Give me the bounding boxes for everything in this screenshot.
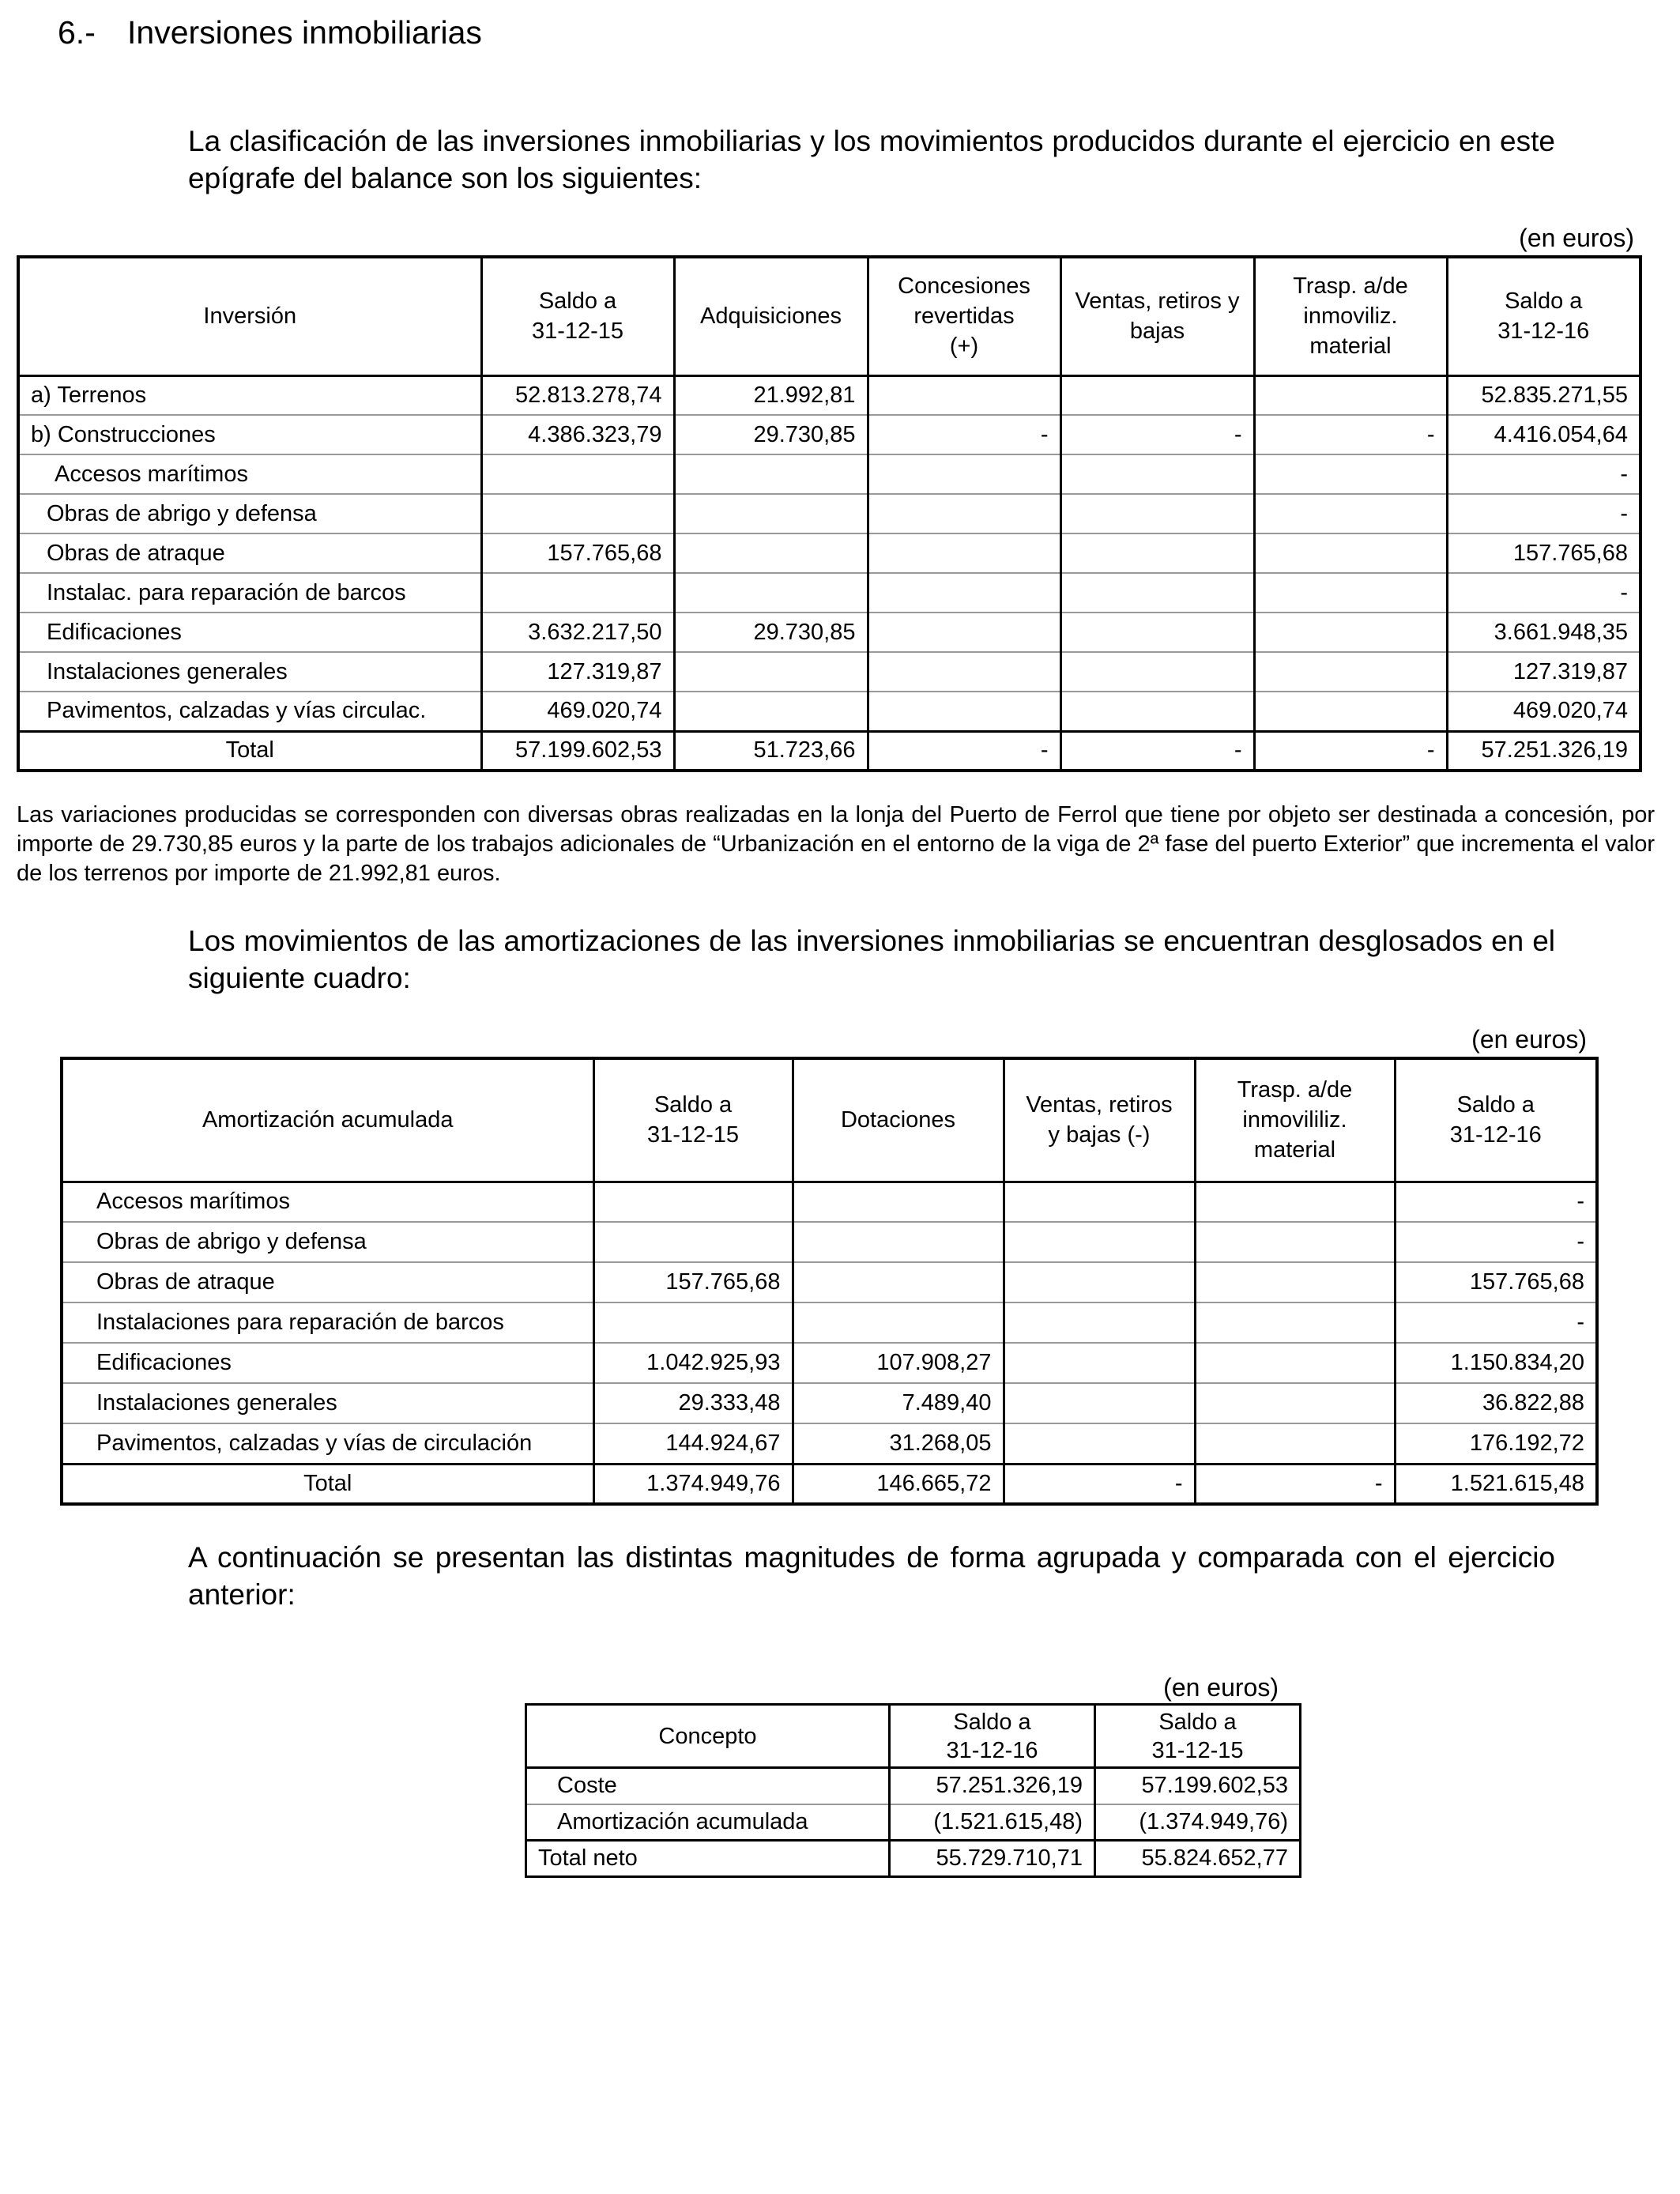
cell-value	[1004, 1222, 1195, 1262]
note-paragraph: Las variaciones producidas se corresponden con diversas obras realizadas en la lonja del Puerto de Ferrol que tiene por objeto ser destinada a concesión, por importe de 29.730,85 euros y la parte de los trabajos adicionales de “Urbanización en el entorno de la viga de 2ª fase del puerto Exterior” que incrementa el valor de los terrenos por importe de 21.992,81 euros.	[17, 802, 1655, 886]
cell-value: 4.386.323,79	[481, 415, 674, 454]
row-label: Obras de abrigo y defensa	[18, 494, 481, 533]
table-row	[18, 415, 1640, 454]
amortization-table	[60, 1057, 1599, 1506]
cell-value: -	[1447, 573, 1640, 613]
cell-value: 469.020,74	[481, 692, 674, 731]
table-body	[62, 1182, 1597, 1504]
cell-value	[1004, 1182, 1195, 1222]
cell-value	[868, 533, 1060, 573]
cell-value: 3.632.217,50	[481, 613, 674, 652]
row-label: Obras de atraque	[62, 1262, 593, 1302]
cell-value: 52.835.271,55	[1447, 375, 1640, 415]
cell-value: 29.730,85	[674, 415, 868, 454]
cell-value	[1195, 1343, 1395, 1383]
cell-value: -	[1447, 454, 1640, 494]
header-dotaciones: Dotaciones	[793, 1058, 1004, 1182]
cell-value: 3.661.948,35	[1447, 613, 1640, 652]
cell-value	[1004, 1343, 1195, 1383]
header-saldo-2015: Saldo a 31-12-15	[1095, 1705, 1301, 1768]
cell-value	[793, 1182, 1004, 1222]
total-value: 55.729.710,71	[890, 1841, 1095, 1877]
cell-value	[674, 454, 868, 494]
section-number: 6.-	[58, 14, 96, 51]
cell-value	[793, 1302, 1004, 1343]
total-row	[62, 1464, 1597, 1504]
cell-value	[1004, 1423, 1195, 1464]
cell-value	[868, 613, 1060, 652]
table-row	[18, 573, 1640, 613]
cell-value	[1254, 652, 1447, 692]
total-value: -	[1004, 1464, 1195, 1504]
cell-value	[593, 1222, 793, 1262]
cell-value	[481, 573, 674, 613]
cell-value	[868, 375, 1060, 415]
cell-value	[1254, 494, 1447, 533]
row-label: Instalaciones para reparación de barcos	[62, 1302, 593, 1343]
table-row	[18, 494, 1640, 533]
table-row	[62, 1302, 1597, 1343]
header-saldo-2016: Saldo a 31-12-16	[1447, 257, 1640, 375]
cell-value	[1060, 494, 1254, 533]
cell-value: 107.908,27	[793, 1343, 1004, 1383]
unit-label-1: (en euros)	[1519, 224, 1634, 252]
cell-value	[1254, 454, 1447, 494]
cell-value: 157.765,68	[1395, 1262, 1597, 1302]
row-label: Coste	[526, 1768, 890, 1804]
cell-value: 127.319,87	[481, 652, 674, 692]
header-inversion: Inversión	[18, 257, 481, 375]
header-concesiones: Concesiones revertidas (+)	[868, 257, 1060, 375]
cell-value	[593, 1182, 793, 1222]
cell-value: -	[1254, 415, 1447, 454]
header-amortizacion: Amortización acumulada	[62, 1058, 593, 1182]
intro-paragraph-2: Los movimientos de las amortizaciones de las inversiones inmobiliarias se encuentran desglosados en el siguiente cuadro:	[188, 925, 1555, 994]
header-traspasos: Trasp. a/de inmovililiz. material	[1195, 1058, 1395, 1182]
total-value: -	[1195, 1464, 1395, 1504]
cell-value	[481, 494, 674, 533]
section-heading	[58, 14, 482, 51]
row-label: Pavimentos, calzadas y vías circulac.	[18, 692, 481, 731]
cell-value: 157.765,68	[481, 533, 674, 573]
table-body	[18, 375, 1640, 771]
cell-value	[1060, 692, 1254, 731]
total-value: 1.521.615,48	[1395, 1464, 1597, 1504]
row-label: Pavimentos, calzadas y vías de circulación	[62, 1423, 593, 1464]
cell-value: 29.730,85	[674, 613, 868, 652]
cell-value	[793, 1262, 1004, 1302]
row-label: Amortización acumulada	[526, 1804, 890, 1841]
cell-value: 176.192,72	[1395, 1423, 1597, 1464]
cell-value: 36.822,88	[1395, 1383, 1597, 1423]
cell-value	[1004, 1262, 1195, 1302]
cell-value	[1195, 1423, 1395, 1464]
table-row	[18, 375, 1640, 415]
cell-value: 7.489,40	[793, 1383, 1004, 1423]
investments-table	[17, 255, 1642, 772]
total-row	[18, 731, 1640, 771]
cell-value	[1254, 375, 1447, 415]
cell-value: 157.765,68	[593, 1262, 793, 1302]
row-label: Instalac. para reparación de barcos	[18, 573, 481, 613]
cell-value	[1060, 533, 1254, 573]
cell-value	[868, 652, 1060, 692]
table-row	[62, 1343, 1597, 1383]
unit-label-3: (en euros)	[1163, 1673, 1279, 1702]
cell-value: 29.333,48	[593, 1383, 793, 1423]
cell-value	[674, 652, 868, 692]
cell-value	[1254, 533, 1447, 573]
cell-value: 144.924,67	[593, 1423, 793, 1464]
total-row	[526, 1841, 1301, 1877]
total-value: 57.199.602,53	[481, 731, 674, 771]
cell-value	[1254, 613, 1447, 652]
total-label: Total	[18, 731, 481, 771]
section-title: Inversiones inmobiliarias	[127, 14, 482, 51]
table-row	[18, 533, 1640, 573]
cell-value: 1.150.834,20	[1395, 1343, 1597, 1383]
comparison-table	[525, 1703, 1301, 1878]
total-value: -	[1254, 731, 1447, 771]
cell-value	[1195, 1262, 1395, 1302]
cell-value	[1254, 573, 1447, 613]
cell-value	[868, 494, 1060, 533]
cell-value: -	[1395, 1302, 1597, 1343]
intro-paragraph-1: La clasificación de las inversiones inmobiliarias y los movimientos producidos durante el ejercicio en este epígrafe del balance son los siguientes:	[188, 125, 1555, 194]
total-value: -	[868, 731, 1060, 771]
header-adquisiciones: Adquisiciones	[674, 257, 868, 375]
cell-value: -	[868, 415, 1060, 454]
row-label: Edificaciones	[62, 1343, 593, 1383]
cell-value	[868, 573, 1060, 613]
table-row	[18, 692, 1640, 731]
cell-value: -	[1395, 1182, 1597, 1222]
total-value: -	[1060, 731, 1254, 771]
table-header-row	[62, 1058, 1597, 1182]
cell-value: 57.251.326,19	[890, 1768, 1095, 1804]
cell-value	[1060, 454, 1254, 494]
cell-value	[481, 454, 674, 494]
table-header-row	[18, 257, 1640, 375]
cell-value	[1254, 692, 1447, 731]
cell-value	[1195, 1182, 1395, 1222]
cell-value: -	[1060, 415, 1254, 454]
total-value: 55.824.652,77	[1095, 1841, 1301, 1877]
header-ventas: Ventas, retiros y bajas (-)	[1004, 1058, 1195, 1182]
cell-value	[793, 1222, 1004, 1262]
cell-value: 1.042.925,93	[593, 1343, 793, 1383]
row-label: Instalaciones generales	[62, 1383, 593, 1423]
cell-value: 21.992,81	[674, 375, 868, 415]
unit-label-2: (en euros)	[1471, 1025, 1587, 1054]
row-label: Accesos marítimos	[62, 1182, 593, 1222]
table-row	[18, 454, 1640, 494]
cell-value: -	[1395, 1222, 1597, 1262]
cell-value: 57.199.602,53	[1095, 1768, 1301, 1804]
row-label: Edificaciones	[18, 613, 481, 652]
row-label: Obras de atraque	[18, 533, 481, 573]
cell-value	[1195, 1222, 1395, 1262]
table-row	[62, 1182, 1597, 1222]
table-row	[62, 1383, 1597, 1423]
total-value: 51.723,66	[674, 731, 868, 771]
total-value: 57.251.326,19	[1447, 731, 1640, 771]
cell-value	[593, 1302, 793, 1343]
total-label: Total	[62, 1464, 593, 1504]
cell-value: 52.813.278,74	[481, 375, 674, 415]
cell-value	[868, 692, 1060, 731]
cell-value	[674, 494, 868, 533]
table-row	[62, 1222, 1597, 1262]
cell-value	[1060, 652, 1254, 692]
cell-value	[1060, 613, 1254, 652]
header-saldo-2015: Saldo a 31-12-15	[593, 1058, 793, 1182]
header-saldo-2015: Saldo a 31-12-15	[481, 257, 674, 375]
total-value: 1.374.949,76	[593, 1464, 793, 1504]
table-body	[526, 1768, 1301, 1877]
table-row	[18, 652, 1640, 692]
cell-value	[1195, 1302, 1395, 1343]
cell-value: (1.374.949,76)	[1095, 1804, 1301, 1841]
total-value: 146.665,72	[793, 1464, 1004, 1504]
cell-value	[674, 573, 868, 613]
header-saldo-2016: Saldo a 31-12-16	[890, 1705, 1095, 1768]
total-label: Total neto	[526, 1841, 890, 1877]
cell-value	[674, 692, 868, 731]
cell-value: 127.319,87	[1447, 652, 1640, 692]
row-label: Instalaciones generales	[18, 652, 481, 692]
table-header-row	[526, 1705, 1301, 1768]
cell-value	[868, 454, 1060, 494]
cell-value: -	[1447, 494, 1640, 533]
cell-value	[1195, 1383, 1395, 1423]
cell-value	[674, 533, 868, 573]
header-concepto: Concepto	[526, 1705, 890, 1768]
cell-value: 31.268,05	[793, 1423, 1004, 1464]
cell-value	[1004, 1302, 1195, 1343]
row-label: Obras de abrigo y defensa	[62, 1222, 593, 1262]
header-ventas: Ventas, retiros y bajas	[1060, 257, 1254, 375]
table-row	[62, 1262, 1597, 1302]
cell-value: 4.416.054,64	[1447, 415, 1640, 454]
cell-value	[1004, 1383, 1195, 1423]
intro-paragraph-3: A continuación se presentan las distintas magnitudes de forma agrupada y comparada con el ejercicio anterior:	[188, 1541, 1555, 1611]
cell-value: 469.020,74	[1447, 692, 1640, 731]
table-row	[18, 613, 1640, 652]
table-row	[526, 1768, 1301, 1804]
row-label: b) Construcciones	[18, 415, 481, 454]
table-row	[62, 1423, 1597, 1464]
row-label: Accesos marítimos	[18, 454, 481, 494]
header-traspasos: Trasp. a/de inmoviliz. material	[1254, 257, 1447, 375]
cell-value	[1060, 375, 1254, 415]
cell-value: (1.521.615,48)	[890, 1804, 1095, 1841]
table-row	[526, 1804, 1301, 1841]
cell-value	[1060, 573, 1254, 613]
cell-value: 157.765,68	[1447, 533, 1640, 573]
row-label: a) Terrenos	[18, 375, 481, 415]
header-saldo-2016: Saldo a 31-12-16	[1395, 1058, 1597, 1182]
